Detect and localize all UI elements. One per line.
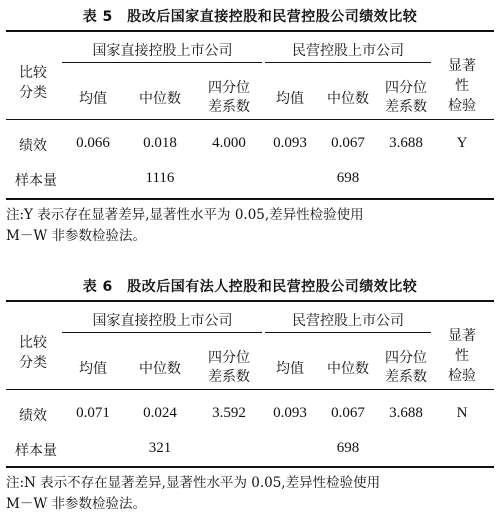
table-title: 表 5 股改后国家直接控股和民营控股公司绩效比较: [82, 9, 418, 25]
header-rule: [6, 119, 494, 120]
group-a-underline: [62, 62, 262, 63]
a-mean: 0.071: [76, 405, 110, 421]
note-line-2: M－W 非参数检验法。: [6, 496, 146, 512]
sub-header-cv-a-2: 差系数: [208, 369, 250, 385]
table-title: 表 6 股改后国有法人控股和民营控股公司绩效比较: [82, 279, 418, 295]
row-header-1: 比较: [19, 335, 47, 351]
sig-header-1: 显著: [448, 328, 476, 344]
group-a-underline: [62, 332, 262, 333]
bottom-rule: [6, 466, 494, 468]
sub-header-cv-b-2: 差系数: [385, 369, 427, 385]
note-line-2: M－W 非参数检验法。: [6, 228, 146, 244]
sub-header-mean-a: 均值: [79, 361, 107, 377]
note-line-1: 注:N 表示不存在显著差异,显著性水平为 0.05,差异性检验使用: [6, 475, 381, 491]
sig-value: Y: [456, 135, 468, 151]
b-sample-size: 698: [336, 170, 360, 186]
row-label: 绩效: [19, 138, 47, 154]
sub-header-cv-a-1: 四分位: [208, 350, 250, 366]
sig-header-2: 性: [455, 348, 469, 364]
row-header-2: 分类: [19, 85, 47, 101]
a-cv: 4.000: [212, 135, 246, 151]
sig-header-1: 显著: [448, 58, 476, 74]
group-b-header: 民营控股上市公司: [292, 313, 404, 329]
row-label: 绩效: [19, 408, 47, 424]
a-median: 0.024: [143, 405, 177, 421]
group-b-underline: [265, 332, 431, 333]
top-rule: [6, 30, 494, 32]
sub-header-cv-b-1: 四分位: [385, 350, 427, 366]
b-median: 0.067: [331, 135, 365, 151]
a-sample-size: 321: [148, 440, 172, 456]
table-note: [6, 205, 494, 247]
sub-header-cv-a-1: 四分位: [208, 80, 250, 96]
a-mean: 0.066: [76, 135, 110, 151]
sub-header-cv-a-2: 差系数: [208, 99, 250, 115]
sub-header-mean-a: 均值: [79, 91, 107, 107]
table-6: [0, 270, 500, 519]
a-cv: 3.592: [212, 405, 246, 421]
b-cv: 3.688: [389, 405, 423, 421]
bottom-rule: [6, 198, 494, 200]
sub-header-mean-b: 均值: [276, 361, 304, 377]
sig-header-3: 检验: [448, 98, 476, 114]
group-b-header: 民营控股上市公司: [292, 43, 404, 59]
sub-header-cv-b-1: 四分位: [385, 80, 427, 96]
note-line-1: 注:Y 表示存在显著差异,显著性水平为 0.05,差异性检验使用: [6, 207, 364, 223]
sample-label: 样本量: [15, 443, 57, 459]
header-rule: [6, 389, 494, 390]
b-median: 0.067: [331, 405, 365, 421]
group-a-header: 国家直接控股上市公司: [92, 313, 233, 329]
sub-header-median-b: 中位数: [327, 91, 369, 107]
sub-header-cv-b-2: 差系数: [385, 99, 427, 115]
sub-header-median-a: 中位数: [139, 91, 181, 107]
row-header-1: 比较: [19, 65, 47, 81]
a-median: 0.018: [143, 135, 177, 151]
sub-header-mean-b: 均值: [276, 91, 304, 107]
a-sample-size: 1116: [145, 170, 175, 186]
sample-label: 样本量: [15, 173, 57, 189]
row-header-2: 分类: [19, 355, 47, 371]
b-cv: 3.688: [389, 135, 423, 151]
table-note: [6, 473, 494, 515]
sig-header-3: 检验: [448, 368, 476, 384]
b-sample-size: 698: [336, 440, 360, 456]
group-a-header: 国家直接控股上市公司: [92, 43, 233, 59]
sig-value: N: [456, 405, 468, 421]
sub-header-median-b: 中位数: [327, 361, 369, 377]
b-mean: 0.093: [273, 135, 307, 151]
b-mean: 0.093: [273, 405, 307, 421]
sig-header-2: 性: [455, 78, 469, 94]
sub-header-median-a: 中位数: [139, 361, 181, 377]
group-b-underline: [265, 62, 431, 63]
top-rule: [6, 300, 494, 302]
